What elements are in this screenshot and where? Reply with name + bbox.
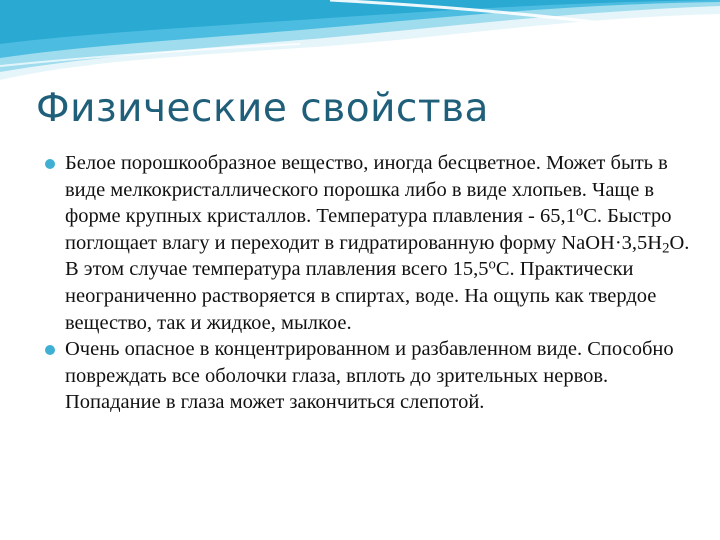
bullet-list	[44, 150, 690, 416]
bullet-item-properties	[44, 150, 690, 336]
slide-title: Физические свойства	[36, 86, 489, 131]
bullet-item-danger	[44, 336, 690, 416]
bullet-icon	[45, 345, 55, 355]
bullet-text: Очень опасное в концентрированном и разбавленном виде. Способно повреждать все оболочки глаза, вплоть до зрительных нервов. Попадание в глаза может закончиться слепотой.	[65, 338, 674, 414]
subscript-2: 2	[662, 240, 670, 257]
bullet-icon	[45, 159, 55, 169]
bullet-text: Белое порошкообразное вещество, иногда бесцветное. Может быть в виде мелкокристаллического порошка либо в виде хлопьев. Чаще в форме крупных кристаллов. Температура плавления - $65,1^оС$. Быстро поглощает влагу и переходит в гидратированную форму $NaOH\cdot 3,5H_2O$. В этом случае температура плавления всего $15,5^оС$. Практически неограниченно растворяется в спиртах, воде. На ощупь как твердое вещество, так и жидкое, мылкое.	[65, 152, 690, 334]
degree-superscript: о	[575, 203, 584, 220]
degree-superscript: о	[488, 256, 496, 273]
